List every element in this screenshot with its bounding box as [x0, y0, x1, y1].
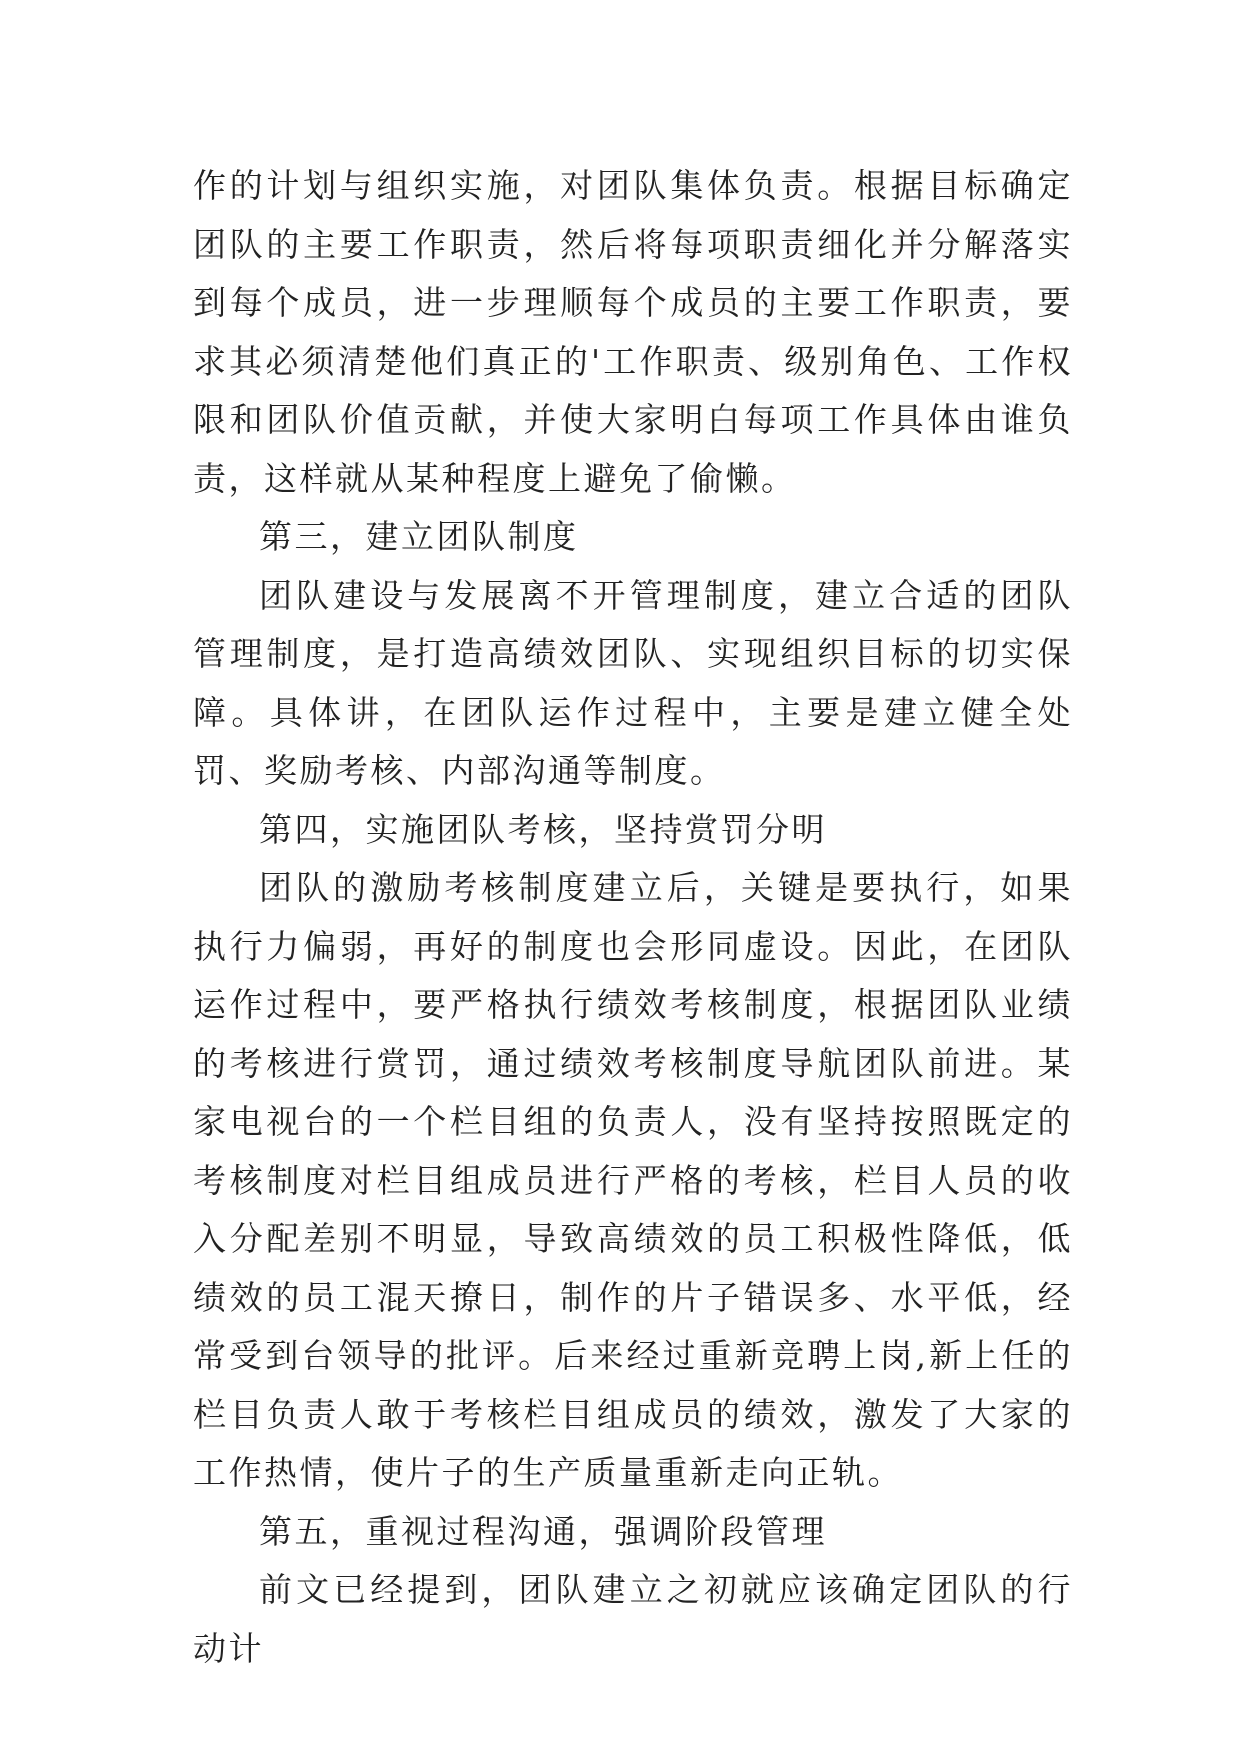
paragraph-continuation: 作的计划与组织实施，对团队集体负责。根据目标确定团队的主要工作职责，然后将每项职责细化并分解落实到每个成员，进一步理顺每个成员的主要工作职责，要求其必须清楚他们真正的'工作职责、级别角色、工作权限和团队价值贡献，并使大家明白每项工作具体由谁负责，这样就从某种程度上避免了偷懒。 [193, 166, 1073, 498]
body-text [193, 157, 1073, 1678]
paragraph-team-assessment: 团队的激励考核制度建立后，关键是要执行，如果执行力偏弱，再好的制度也会形同虚设。因此，在团队运作过程中，要严格执行绩效考核制度，根据团队业绩的考核进行赏罚，通过绩效考核制度导航团队前进。某家电视台的一个栏目组的负责人，没有坚持按照既定的考核制度对栏目组成员进行严格的考核，栏目人员的收入分配差别不明显，导致高绩效的员工积极性降低，低绩效的员工混天撩日，制作的片子错误多、水平低，经常受到台领导的批评。后来经过重新竞聘上岗,新上任的栏目负责人敢于考核栏目组成员的绩效，激发了大家的工作热情，使片子的生产质量重新走向正轨。 [193, 868, 1073, 1492]
paragraph-team-system: 团队建设与发展离不开管理制度，建立合适的团队管理制度，是打造高绩效团队、实现组织目标的切实保障。具体讲，在团队运作过程中，主要是建立健全处罚、奖励考核、内部沟通等制度。 [193, 575, 1073, 790]
section-heading-4: 第四，实施团队考核，坚持赏罚分明 [259, 809, 827, 849]
paragraph-process-communication: 前文已经提到，团队建立之初就应该确定团队的行动计 [193, 1570, 1073, 1668]
section-heading-5: 第五，重视过程沟通，强调阶段管理 [259, 1511, 827, 1551]
section-heading-3: 第三，建立团队制度 [259, 517, 579, 556]
